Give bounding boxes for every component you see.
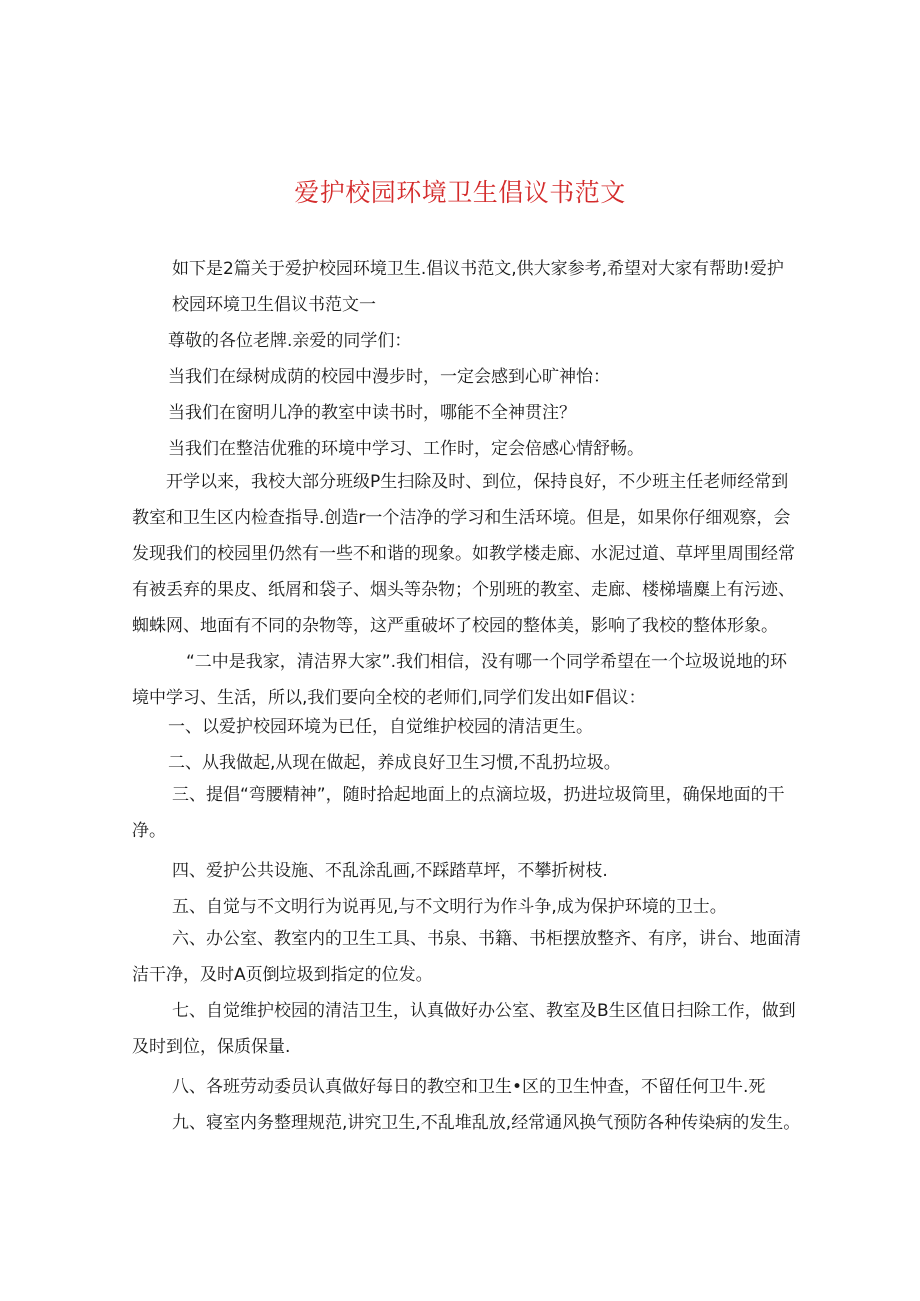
page-title: 爱护校园环境卫生倡议书范文 [294, 178, 626, 207]
paragraph-proposal: “二中是我家，清洁界大家”.我们相信，没有哪一个同学希望在一个垃圾说地的环境中学习、生活，所以,我们要向全校的老师们,同学们发出如F倡议： [132, 652, 788, 708]
opening-line-1: 当我们在绿树成荫的校园中漫步时，一定会感到心旷神怡： [168, 367, 610, 387]
greeting: 尊敬的各位老牌.亲爱的同学们： [168, 331, 412, 351]
proposal-item-5: 五、自觉与不文明行为说再见,与不文明行为作斗争,成为保护环境的卫士。 [172, 897, 727, 917]
proposal-item-7: 七、自觉维护校园的清洁卫生，认真做好办公室、教室及B生区值日扫除工作，做到及时到位，保质保量. [132, 1001, 796, 1057]
proposal-item-9: 九、寝室内务整理规范,讲究卫生,不乱堆乱放,经常通风换气预防各种传染病的发生。 [172, 1113, 801, 1133]
proposal-item-2: 二、从我做起,从现在做起，养成良好卫生习惯,不乱扔垃圾。 [168, 753, 621, 773]
opening-line-3: 当我们在整洁优雅的环境中学习、工作时，定会倍感心情舒畅。 [168, 439, 644, 459]
paragraph-observation: 开学以来，我校大部分班级P生扫除及时、到位，保持良好，不少班主任老师经常到教室和卫生区内检查指导.创造r一个洁净的学习和生活环境。但是，如果你仔细观察，会发现我们的校园里仍然有一些不和谐的现象。如教学楼走廊、水泥过道、草坪里周围经常有被丢弃的果皮、纸屑和袋子、烟头等杂物；个别班的教室、走廊、楼梯墙麋上有污迹、蜘蛛网、地面有不同的杂物等，这严重破坏了校园的整体美，影响了我校的整体形象。 [132, 472, 795, 636]
proposal-item-8: 八、各班劳动委员认真做好每日的教空和卫生•区的卫生忡查，不留任何卫牛.死 [172, 1077, 766, 1097]
proposal-item-3: 三、提倡“弯腰精神”，随时拾起地面上的点滴垃圾，扔进垃圾筒里，确保地面的干净。 [132, 785, 785, 841]
proposal-item-4: 四、爱护公共设施、不乱涂乱画,不踩踏草坪，不攀折树枝. [172, 861, 608, 881]
opening-line-2: 当我们在窗明儿净的教室中读书时，哪能不全神贯注？ [168, 403, 576, 423]
intro-line-1: 如下是2篇关于爱护校园环境卫生.倡议书范文,供大家参考,希望对大家有帮助!爱护 [172, 259, 784, 279]
proposal-item-6: 六、办公室、教室内的卫生工具、书泉、书籍、书柜摆放整齐、有序，讲台、地面清洁干净，及时A页倒垃圾到指定的位发。 [132, 929, 801, 985]
proposal-item-1: 一、以爱护校园环境为已任，自觉维护校园的清洁更生。 [168, 717, 593, 737]
intro-line-2: 校园环境卫生倡议书范文一 [172, 295, 376, 315]
